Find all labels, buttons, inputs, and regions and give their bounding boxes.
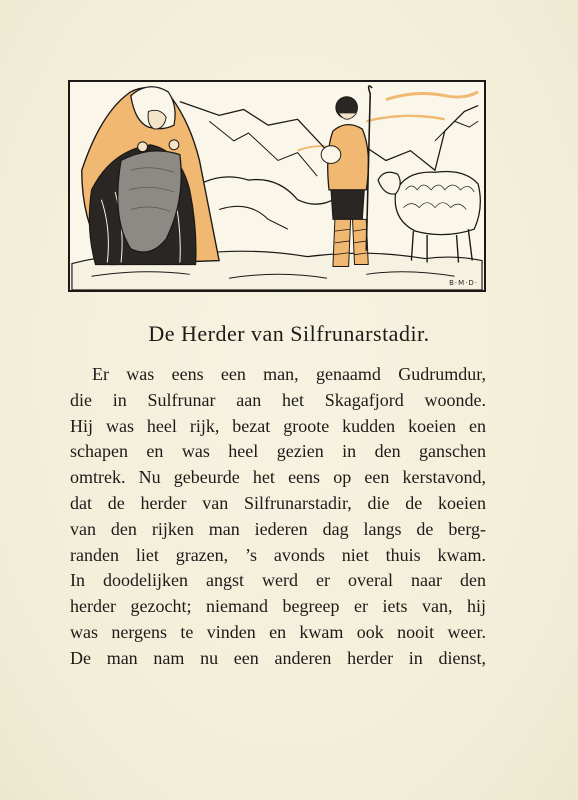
paragraph-line: De man nam nu een anderen herder in dienst, [70, 647, 486, 668]
paragraph-line: omtrek. Nu gebeurde het eens op een kerstavond, [70, 467, 486, 488]
paragraph-line: van den rijken man iederen dag langs de berg- [70, 518, 486, 539]
paragraph-line: die in Sulfrunar aan het Skagafjord woonde. [70, 389, 486, 410]
chapter-title: De Herder van Silfrunarstadir. [148, 321, 430, 346]
paragraph-line: Er was eens een man, genaamd Gudrumdur, [92, 364, 486, 384]
paragraph-line: dat de herder van Silfrunarstadir, die de koeien [70, 492, 486, 513]
paragraph-line: In doodelijken angst werd er overal naar den [70, 570, 486, 591]
paragraph-line: was nergens te vinden en kwam ook nooit weer. [70, 621, 486, 642]
illustrator-monogram: B·M·D· [449, 279, 478, 287]
shepherd-illustration [70, 82, 484, 290]
story-paragraph [70, 362, 486, 672]
paragraph-line: Hij was heel rijk, bezat groote kudden koeien en [70, 415, 486, 436]
paragraph-line: randen liet grazen, ’s avonds niet thuis kwam. [70, 544, 486, 565]
paragraph-line: schapen en was heel gezien in den ganschen [70, 441, 486, 462]
paragraph-line: herder gezocht; niemand begreep er iets van, hij [70, 596, 486, 617]
illustration-frame [68, 80, 486, 292]
